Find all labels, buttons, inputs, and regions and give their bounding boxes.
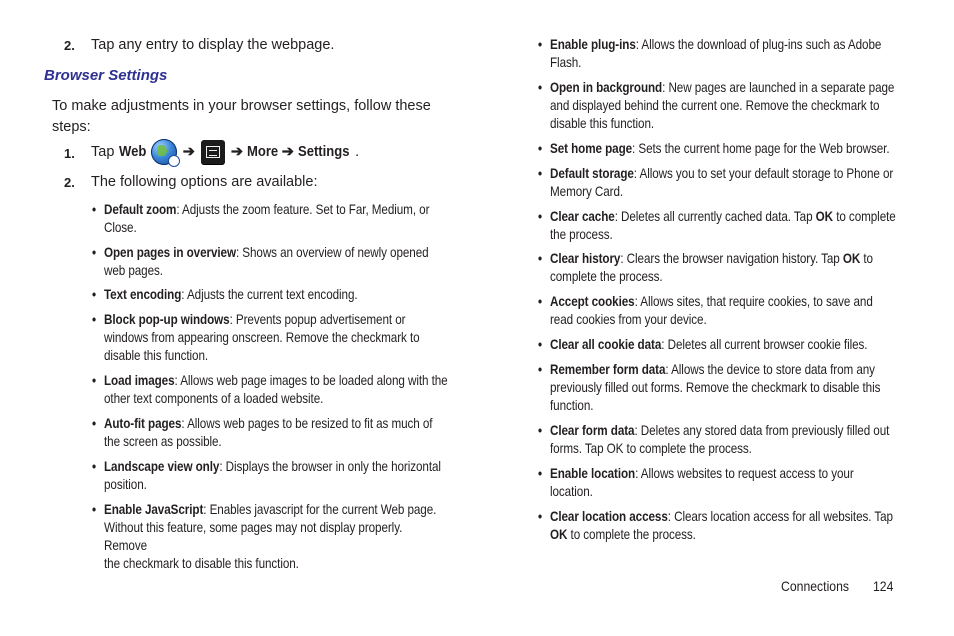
option-enable-javascript xyxy=(91,501,448,573)
bullet-icon: • xyxy=(537,166,542,181)
option-block-popups xyxy=(91,311,448,365)
option-auto-fit-pages xyxy=(91,415,448,451)
step-number: 2. xyxy=(64,175,75,190)
step-number: 2. xyxy=(64,38,75,53)
option-remember-form-data xyxy=(537,361,896,415)
option-desc: : Allows web pages to be resized to fit as much of xyxy=(181,416,433,431)
option-term: Clear form data xyxy=(550,423,635,438)
section-heading: Browser Settings xyxy=(44,67,168,84)
bullet-icon: • xyxy=(537,337,542,352)
option-desc: : Adjusts the zoom feature. Set to Far, Medium, or xyxy=(176,202,430,217)
option-desc: : Clears location access for all websites. Tap xyxy=(667,509,893,524)
option-desc: : Allows you to set your default storage to Phone or xyxy=(633,166,894,181)
option-term: Enable JavaScript xyxy=(104,502,204,517)
option-term: Default storage xyxy=(550,166,634,181)
step1-instruction xyxy=(91,138,359,166)
bullet-icon: • xyxy=(91,312,96,327)
option-desc: to complete xyxy=(833,209,896,224)
option-term: Remember form data xyxy=(550,362,666,377)
option-desc: : New pages are launched in a separate page xyxy=(662,80,895,95)
option-desc: the checkmark to disable this function. xyxy=(104,556,299,571)
option-term: Open in background xyxy=(550,80,663,95)
bullet-icon: • xyxy=(537,80,542,95)
option-desc: : Allows the device to store data from any xyxy=(665,362,875,377)
option-desc: : Allows websites to request access to your xyxy=(635,466,854,481)
option-term: Clear all cookie data xyxy=(550,337,662,352)
option-term: Clear location access xyxy=(550,509,668,524)
option-desc: : Clears the browser navigation history. Tap xyxy=(620,251,843,266)
option-term: Block pop-up windows xyxy=(104,312,230,327)
settings-label: Settings xyxy=(297,144,350,160)
option-desc: : Displays the browser in only the horizontal xyxy=(219,459,441,474)
option-clear-cookie-data xyxy=(537,336,896,354)
arrow-icon: ➔ xyxy=(182,144,195,160)
ok-label: OK xyxy=(550,527,568,542)
bullet-icon: • xyxy=(537,141,542,156)
option-desc: the process. xyxy=(550,227,613,242)
footer-section-label: Connections xyxy=(781,579,850,594)
option-term: Default zoom xyxy=(104,202,177,217)
option-clear-location-access xyxy=(537,508,896,544)
bullet-icon: • xyxy=(91,245,96,260)
option-desc: forms. Tap OK to complete the process. xyxy=(550,441,752,456)
bullet-icon: • xyxy=(537,509,542,524)
ok-label: OK xyxy=(815,209,834,224)
option-desc: Close. xyxy=(104,220,137,235)
option-default-zoom xyxy=(91,201,448,237)
bullet-icon: • xyxy=(91,416,96,431)
option-term: Enable location xyxy=(550,466,636,481)
bullet-icon: • xyxy=(537,466,542,481)
option-desc: : Prevents popup advertisement or xyxy=(229,312,406,327)
ok-label: OK xyxy=(842,251,861,266)
intro-text-line1: To make adjustments in your browser settings, follow these xyxy=(52,98,431,114)
bullet-icon: • xyxy=(537,294,542,309)
option-term: Text encoding xyxy=(104,287,182,302)
option-desc: other text components of a loaded website. xyxy=(104,391,324,406)
option-desc: : Enables javascript for the current Web page. xyxy=(203,502,437,517)
option-desc: : Deletes all current browser cookie files. xyxy=(661,337,868,352)
intro-text-line2: steps: xyxy=(52,119,91,135)
option-desc: web pages. xyxy=(104,263,163,278)
option-open-in-background xyxy=(537,79,896,133)
option-term: Enable plug-ins xyxy=(550,37,636,52)
bullet-icon: • xyxy=(91,502,96,517)
bullet-icon: • xyxy=(537,423,542,438)
option-desc: : Deletes any stored data from previously filled out xyxy=(634,423,890,438)
option-text-encoding xyxy=(91,286,448,304)
option-enable-plugins xyxy=(537,36,896,72)
option-default-storage xyxy=(537,165,896,201)
bullet-icon: • xyxy=(91,287,96,302)
arrow-icon: ➔ xyxy=(230,144,244,160)
option-term: Accept cookies xyxy=(550,294,635,309)
option-term: Landscape view only xyxy=(104,459,220,474)
bullet-icon: • xyxy=(537,209,542,224)
option-enable-location xyxy=(537,465,896,501)
option-desc: function. xyxy=(550,398,594,413)
bullet-icon: • xyxy=(537,37,542,52)
option-desc: to complete the process. xyxy=(567,527,696,542)
option-clear-cache xyxy=(537,208,896,244)
period: . xyxy=(355,144,360,160)
bullet-icon: • xyxy=(537,251,542,266)
option-term: Clear cache xyxy=(550,209,615,224)
option-desc: windows from appearing onscreen. Remove the checkmark to xyxy=(104,330,420,345)
more-label: More xyxy=(247,144,279,160)
menu-key-icon xyxy=(201,140,225,164)
step-text: Tap any entry to display the webpage. xyxy=(91,37,335,53)
bullet-icon: • xyxy=(91,202,96,217)
option-desc: : Adjusts the current text encoding. xyxy=(181,287,358,302)
option-open-pages-overview xyxy=(91,244,448,280)
web-label: Web xyxy=(119,144,147,160)
bullet-icon: • xyxy=(91,373,96,388)
option-term: Load images xyxy=(104,373,175,388)
option-desc: Flash. xyxy=(550,55,582,70)
option-desc: disable this function. xyxy=(104,348,209,363)
page-number: 124 xyxy=(873,579,894,594)
option-clear-form-data xyxy=(537,422,896,458)
option-desc: read cookies from your device. xyxy=(550,312,707,327)
option-term: Set home page xyxy=(550,141,633,156)
option-load-images xyxy=(91,372,448,408)
tap-label: Tap xyxy=(91,144,115,160)
step-number: 1. xyxy=(64,146,75,161)
option-desc: : Allows sites, that require cookies, to save and xyxy=(634,294,873,309)
step-text: The following options are available: xyxy=(91,174,318,190)
option-desc: Memory Card. xyxy=(550,184,624,199)
option-desc: to xyxy=(860,251,873,266)
option-term: Open pages in overview xyxy=(104,245,236,260)
option-desc: position. xyxy=(104,477,147,492)
option-desc: the screen as possible. xyxy=(104,434,222,449)
web-browser-icon xyxy=(151,139,177,165)
option-landscape-view xyxy=(91,458,448,494)
option-clear-history xyxy=(537,250,896,286)
option-desc: complete the process. xyxy=(550,269,663,284)
option-desc: : Deletes all currently cached data. Tap xyxy=(614,209,816,224)
option-desc: disable this function. xyxy=(550,116,655,131)
option-desc: Without this feature, some pages may not display properly. Remove xyxy=(104,520,403,553)
arrow-icon: ➔ xyxy=(281,144,294,160)
option-desc: : Sets the current home page for the Web browser. xyxy=(632,141,890,156)
option-accept-cookies xyxy=(537,293,896,329)
option-desc: and displayed behind the current one. Remove the checkmark to xyxy=(550,98,880,113)
option-desc: location. xyxy=(550,484,593,499)
option-desc: : Allows web page images to be loaded along with the xyxy=(174,373,448,388)
bullet-icon: • xyxy=(91,459,96,474)
option-desc: previously filled out forms. Remove the checkmark to disable this xyxy=(550,380,881,395)
option-desc: : Shows an overview of newly opened xyxy=(235,245,429,260)
option-term: Auto-fit pages xyxy=(104,416,182,431)
bullet-icon: • xyxy=(537,362,542,377)
option-set-home-page xyxy=(537,140,896,158)
option-desc: : Allows the download of plug-ins such as Adobe xyxy=(635,37,882,52)
option-term: Clear history xyxy=(550,251,621,266)
